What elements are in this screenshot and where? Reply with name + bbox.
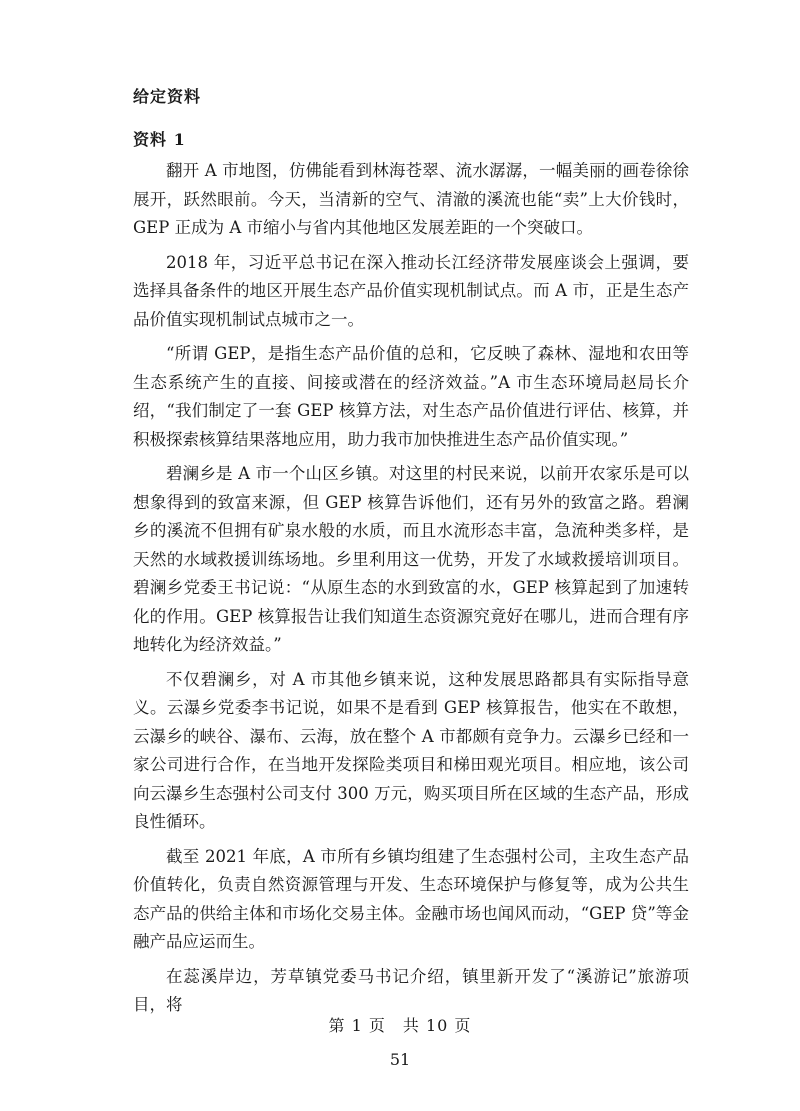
document-body: [133, 157, 689, 1026]
section-heading: 资料 1: [133, 130, 186, 149]
document-title: 给定资料: [133, 87, 202, 106]
paragraph: 碧澜乡是 A 市一个山区乡镇。对这里的村民来说，以前开农家乐是可以想象得到的致富来源，但 GEP 核算告诉他们，还有另外的致富之路。碧澜乡的溪流不但拥有矿泉水般的水质，而且水流形态丰富，急流种类多样，是天然的水域救援训练场地。乡里利用这一优势，开发了水域救援培训项目。碧澜乡党委王书记说：“从原生态的水到致富的水，GEP 核算起到了加速转化的作用。GEP 核算报告让我们知道生态资源究竟好在哪儿，进而合理有序地转化为经济效益。”: [133, 464, 689, 654]
paragraph: 不仅碧澜乡，对 A 市其他乡镇来说，这种发展思路都具有实际指导意义。云瀑乡党委李书记说，如果不是看到 GEP 核算报告，他实在不敢想，云瀑乡的峡谷、瀑布、云海，放在整个 A 市都颇有竞争力。云瀑乡已经和一家公司进行合作，在当地开发探险类项目和梯田观光项目。相应地，该公司向云瀑乡生态强村公司支付 300 万元，购买项目所在区域的生态产品，形成良性循环。: [133, 669, 689, 831]
paragraph: “所谓 GEP，是指生态产品价值的总和，它反映了森林、湿地和农田等生态系统产生的直接、间接或潜在的经济效益。”A 市生态环境局赵局长介绍，“我们制定了一套 GEP 核算方法，对生态产品价值进行评估、核算，并积极探索核算结果落地应用，助力我市加快推进生态产品价值实现。”: [133, 344, 689, 449]
paragraph: 翻开 A 市地图，仿佛能看到林海苍翠、流水潺潺，一幅美丽的画卷徐徐展开，跃然眼前。今天，当清新的空气、清澈的溪流也能“卖”上大价钱时，GEP 正成为 A 市缩小与省内其他地区发展差距的一个突破口。: [133, 161, 689, 237]
paragraph: 截至 2021 年底，A 市所有乡镇均组建了生态强村公司，主攻生态产品价值转化，负责自然资源管理与开发、生态环境保护与修复等，成为公共生态产品的供给主体和市场化交易主体。金融市场也闻风而动，“GEP 贷”等金融产品应运而生。: [133, 846, 689, 951]
page-number: 51: [389, 1050, 411, 1069]
paragraph: 2018 年，习近平总书记在深入推动长江经济带发展座谈会上强调，要选择具备条件的地区开展生态产品价值实现机制试点。而 A 市，正是生态产品价值实现机制试点城市之一。: [133, 252, 689, 329]
page-indicator: 第 1 页 共 10 页: [328, 1016, 472, 1035]
paragraph: 在蕊溪岸边，芳草镇党委马书记介绍，镇里新开发了“溪游记”旅游项目，将: [133, 966, 689, 1014]
